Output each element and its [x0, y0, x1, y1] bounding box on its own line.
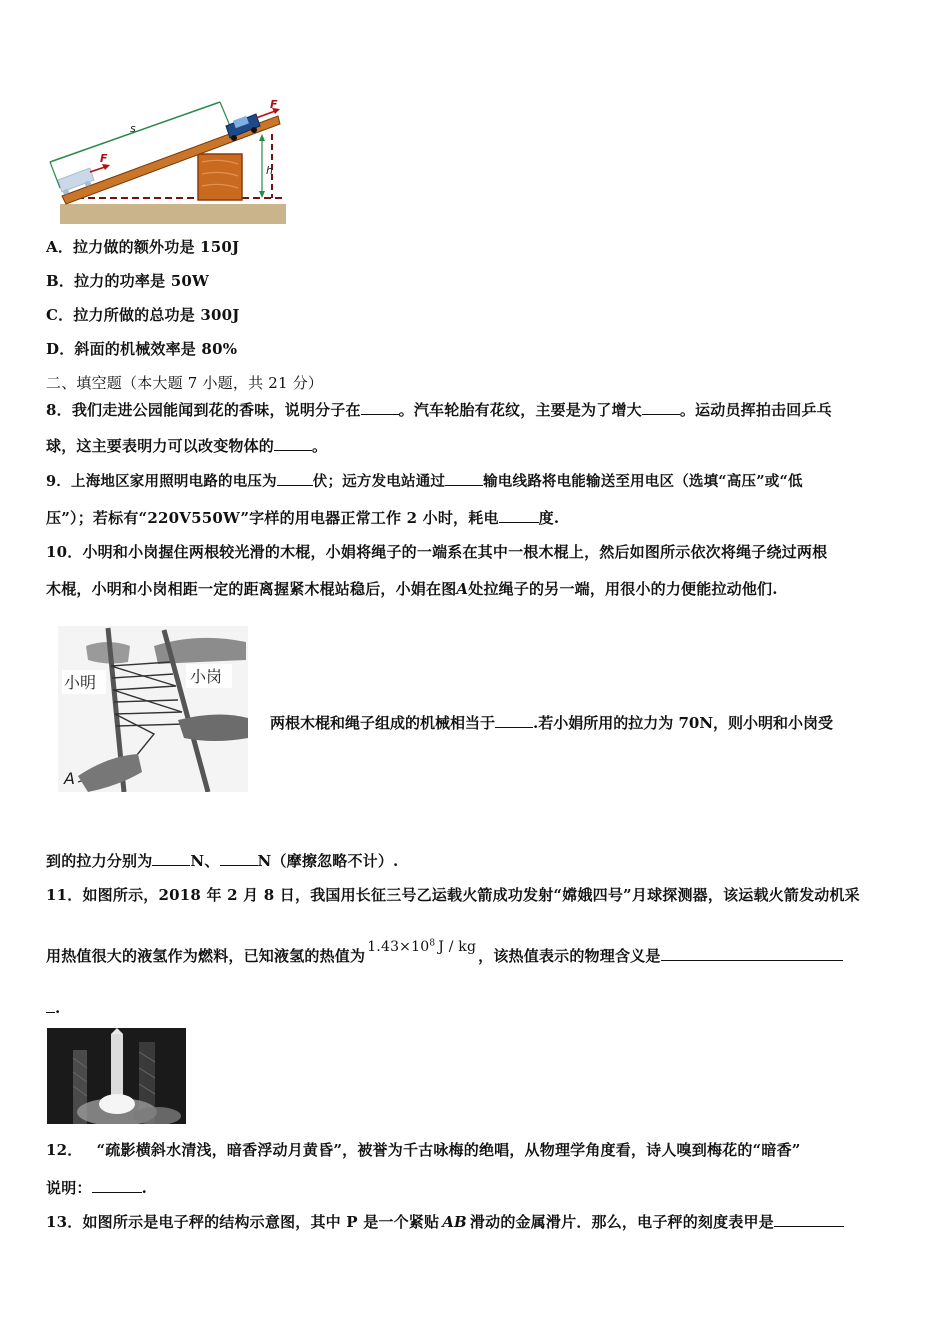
q9-blank-1[interactable] — [277, 471, 313, 486]
q9-text-3: 输电线路将电能输送至用电区（选填“高压”或“低 — [483, 473, 803, 490]
q8-text-3: 。运动员挥拍击回乒乓 — [679, 401, 832, 419]
q9-text-4: 压”）；若标有“220V550W”字样的用电器正常工作 2 小时，耗电 — [46, 509, 499, 527]
launch-glow — [99, 1094, 135, 1114]
q9-text-2: 伏；远方发电站通过 — [312, 473, 446, 490]
q10-side-text — [270, 712, 833, 733]
q8-blank-1[interactable] — [361, 400, 399, 415]
q10-side-b: .若小娟所用的拉力为 70N，则小明和小岗受 — [533, 714, 834, 732]
q8-line-1 — [46, 399, 832, 420]
q11-formula-exp: 8 — [429, 938, 436, 949]
h-arrow-head-bottom — [259, 191, 265, 198]
q12-text-2a: 说明： — [46, 1179, 92, 1197]
q13-text-1: 13．如图所示是电子秤的结构示意图，其中 P 是一个紧贴 — [46, 1213, 440, 1231]
q11-text-2a: 用热值很大的液氢作为燃料，已知液氢的热值为 — [46, 947, 366, 965]
q9-blank-2[interactable] — [445, 471, 483, 486]
q11-formula-base: 1.43×10 — [367, 939, 430, 955]
h-label: h — [266, 164, 273, 177]
q10-text-3c: N（摩擦忽略不计）. — [257, 852, 399, 870]
q10-text-3a: 到的拉力分别为 — [46, 852, 153, 870]
q11-text-2b: ，该热值表示的物理含义是 — [478, 947, 661, 965]
q10-side-a: 两根木棍和绳子组成的机械相当于 — [270, 714, 496, 732]
q8-text-5: 。 — [312, 437, 328, 455]
q8-blank-3[interactable] — [274, 436, 312, 451]
q11-line-1: 11．如图所示，2018 年 2 月 8 日，我国用长征三号乙运载火箭成功发射“嫦娥四号”月球探测器，该运载火箭发动机采 — [46, 886, 860, 904]
q11-text-3: . — [55, 999, 61, 1017]
ground — [60, 204, 286, 224]
q9-text-5: 度. — [538, 509, 560, 527]
q10-line-2 — [46, 578, 778, 599]
q9-line-1 — [46, 470, 803, 491]
q10-point-a: A — [456, 580, 469, 598]
q10-text-2b: 处拉绳子的另一端，用很小的力便能拉动他们. — [468, 580, 778, 598]
option-d: D．斜面的机械效率是 80% — [46, 340, 238, 358]
s-label: s — [130, 122, 136, 135]
s-tick-left — [50, 162, 60, 188]
q11-blank-cont[interactable] — [46, 998, 55, 1013]
option-a: A．拉力做的额外功是 150J — [46, 238, 240, 256]
q11-blank-1[interactable] — [661, 946, 843, 961]
q10-blank-3[interactable] — [220, 851, 258, 866]
rocket-body — [111, 1034, 123, 1096]
option-c: C．拉力所做的总功是 300J — [46, 306, 240, 324]
h-arrow-head-top — [259, 134, 265, 141]
fig-label-xiaoming: 小明 — [64, 673, 97, 692]
q10-blank-2[interactable] — [152, 851, 190, 866]
q13-line-1 — [46, 1211, 844, 1232]
q8-line-2 — [46, 435, 327, 456]
q12-number: 12． — [46, 1141, 83, 1159]
q12-text-2b: . — [141, 1179, 148, 1197]
section-heading: 二、填空题（本大题 7 小题，共 21 分） — [46, 374, 324, 392]
q10-blank-1[interactable] — [495, 713, 533, 728]
q10-text-3b: N、 — [190, 852, 220, 870]
q11-formula-unit: J / kg — [438, 939, 477, 955]
f-label-bottom: F — [100, 152, 108, 165]
q10-line-1: 10．小明和小岗握住两根较光滑的木棍，小娟将绳子的一端系在其中一根木棍上，然后如图所示依次将绳子绕过两根 — [46, 543, 828, 561]
s-tick-right — [220, 102, 230, 126]
fig-label-a: A — [64, 769, 75, 788]
q8-text-1: 8．我们走进公园能闻到花的香味，说明分子在 — [46, 401, 361, 419]
q11-line-2 — [46, 938, 843, 966]
sticks-rope-figure — [58, 626, 248, 792]
q11-line-3 — [46, 998, 60, 1017]
q12-text-1: “疏影横斜水清浅，暗香浮动月黄昏”，被誉为千古咏梅的绝唱，从物理学角度看，诗人嗅到梅花的“暗香” — [96, 1141, 801, 1159]
q12-line-1 — [46, 1139, 801, 1160]
q13-text-2: 滑动的金属滑片．那么，电子秤的刻度表甲是 — [469, 1213, 774, 1231]
q10-line-3 — [46, 850, 398, 871]
rocket-launch-photo — [47, 1028, 186, 1124]
q9-text-1: 9．上海地区家用照明电路的电压为 — [46, 473, 277, 490]
q13-ab: AB — [442, 1213, 467, 1231]
fig-label-xiaogang: 小岗 — [190, 667, 223, 686]
q8-text-2: 。汽车轮胎有花纹，主要是为了增大 — [398, 401, 642, 419]
right-hand-bottom — [178, 714, 248, 741]
f-label-top: F — [270, 98, 278, 111]
option-b: B．拉力的功率是 50W — [46, 272, 210, 290]
q9-line-2 — [46, 507, 559, 528]
q10-text-2a: 木棍，小明和小岗相距一定的距离握紧木棍站稳后，小娟在图 — [46, 580, 457, 598]
q8-blank-2[interactable] — [642, 400, 680, 415]
q11-formula — [367, 939, 476, 955]
q8-text-4: 球，这主要表明力可以改变物体的 — [46, 437, 275, 455]
incline-figure — [44, 96, 290, 228]
q12-blank-1[interactable] — [92, 1178, 142, 1193]
q9-blank-3[interactable] — [499, 508, 539, 523]
q13-blank-1[interactable] — [774, 1212, 844, 1227]
q12-line-2 — [46, 1177, 147, 1198]
